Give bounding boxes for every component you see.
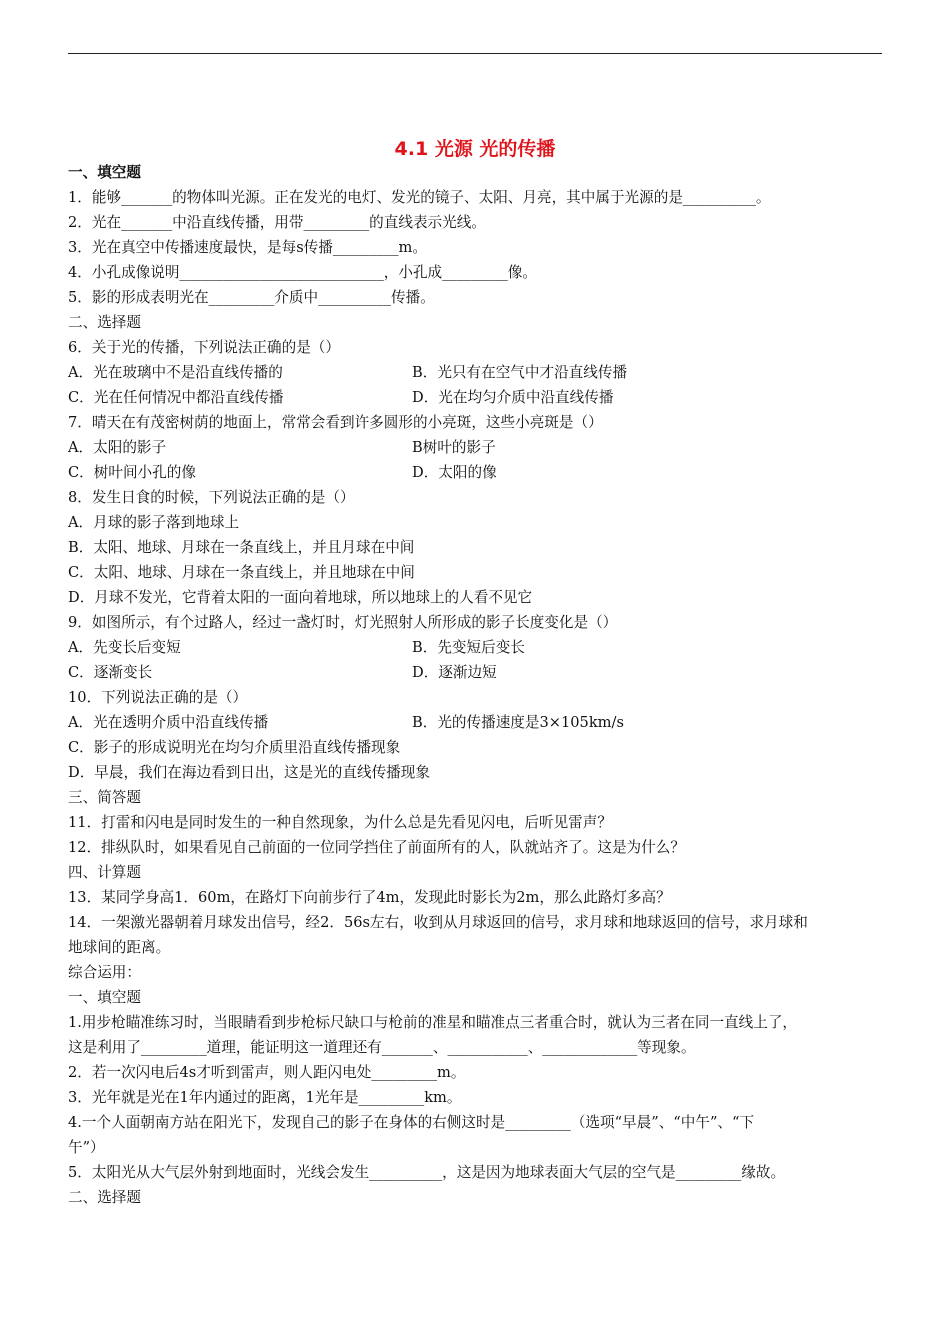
option-a: A．光在透明介质中沿直线传播 [68,714,269,731]
exercise-2: 2．若一次闪电后4s才听到雷声，则人距闪电处_________m。 [68,1064,466,1081]
question-5: 5．影的形成表明光在_________介质中__________传播。 [68,289,435,306]
section-heading: 四、计算题 [68,864,141,881]
option-c: C．逐渐变长 [68,664,153,681]
header-rule [68,53,882,54]
question-3: 3．光在真空中传播速度最快，是每s传播_________m。 [68,239,427,256]
question-9: 9．如图所示，有个过路人，经过一盏灯时，灯光照射人所形成的影子长度变化是（） [68,614,618,631]
section-heading: 一、填空题 [68,989,141,1006]
option-c: C．树叶间小孔的像 [68,464,196,481]
option-d: D．光在均匀介质中沿直线传播 [412,389,614,406]
option-d: D．逐渐边短 [412,664,497,681]
exercise-3: 3．光年就是光在1年内通过的距离，1光年是_________km。 [68,1089,462,1106]
exercise-5: 5．太阳光从大气层外射到地面时，光线会发生__________，这是因为地球表面大气层的空气是_________缘故。 [68,1164,786,1181]
exercise-4: 4.一个人面朝南方站在阳光下，发现自己的影子在身体的右侧这时是_________（选项“早晨”、“中午”、“下 [68,1114,755,1131]
question-10: 10．下列说法正确的是（） [68,689,248,706]
option-c: C．光在任何情况中都沿直线传播 [68,389,284,406]
option-b: B．光只有在空气中才沿直线传播 [412,364,628,381]
option-a: A．月球的影子落到地球上 [68,514,240,531]
question-14: 14．一架激光器朝着月球发出信号，经2．56s左右，收到从月球返回的信号，求月球和地球返回的信号，求月球和 [68,914,808,931]
exercise-4-cont: 午”） [68,1139,105,1156]
option-b: B．先变短后变长 [412,639,525,656]
question-6: 6．关于光的传播，下列说法正确的是（） [68,339,340,356]
question-7: 7．晴天在有茂密树荫的地面上，常常会看到许多圆形的小亮斑，这些小亮斑是（） [68,414,603,431]
option-c: C．影子的形成说明光在均匀介质里沿直线传播现象 [68,739,401,756]
page-title: 4.1 光源 光的传播 [394,138,556,160]
question-8: 8．发生日食的时候，下列说法正确的是（） [68,489,355,506]
option-d: D．太阳的像 [412,464,497,481]
exercise-1: 1.用步枪瞄准练习时，当眼睛看到步枪标尺缺口与枪前的准星和瞄准点三者重合时，就认为三者在同一直线上了， [68,1014,798,1031]
option-b: B．光的传播速度是3×105km/s [412,714,624,731]
question-12: 12．排纵队时，如果看见自己前面的一位同学挡住了前面所有的人，队就站齐了。这是为什么？ [68,839,685,856]
question-13: 13．某同学身高1．60m，在路灯下向前步行了4m，发现此时影长为2m，那么此路灯多高？ [68,889,671,906]
option-d: D．月球不发光，它背着太阳的一面向着地球，所以地球上的人看不见它 [68,589,533,606]
option-a: A．太阳的影子 [68,439,167,456]
section-heading: 综合运用： [68,964,141,981]
option-a: A．先变长后变短 [68,639,181,656]
question-11: 11．打雷和闪电是同时发生的一种自然现象，为什么总是先看见闪电，后听见雷声？ [68,814,612,831]
question-4: 4．小孔成像说明____________________________，小孔成_________像。 [68,264,537,281]
question-2: 2．光在_______中沿直线传播，用带_________的直线表示光线。 [68,214,486,231]
option-a: A．光在玻璃中不是沿直线传播的 [68,364,283,381]
option-b: B．太阳、地球、月球在一条直线上，并且月球在中间 [68,539,415,556]
option-c: C．太阳、地球、月球在一条直线上，并且地球在中间 [68,564,415,581]
section-heading: 二、选择题 [68,314,141,331]
option-d: D．早晨，我们在海边看到日出，这是光的直线传播现象 [68,764,430,781]
section-heading: 一、填空题 [68,164,141,181]
exercise-1-cont: 这是利用了_________道理，能证明这一道理还有_______、___________、_____________等现象。 [68,1039,696,1056]
section-heading: 二、选择题 [68,1189,141,1206]
question-14-cont: 地球间的距离。 [68,939,171,956]
section-heading: 三、简答题 [68,789,141,806]
option-b: B树叶的影子 [412,439,496,456]
question-1: 1．能够_______的物体叫光源。正在发光的电灯、发光的镜子、太阳、月亮，其中属于光源的是__________。 [68,189,771,206]
